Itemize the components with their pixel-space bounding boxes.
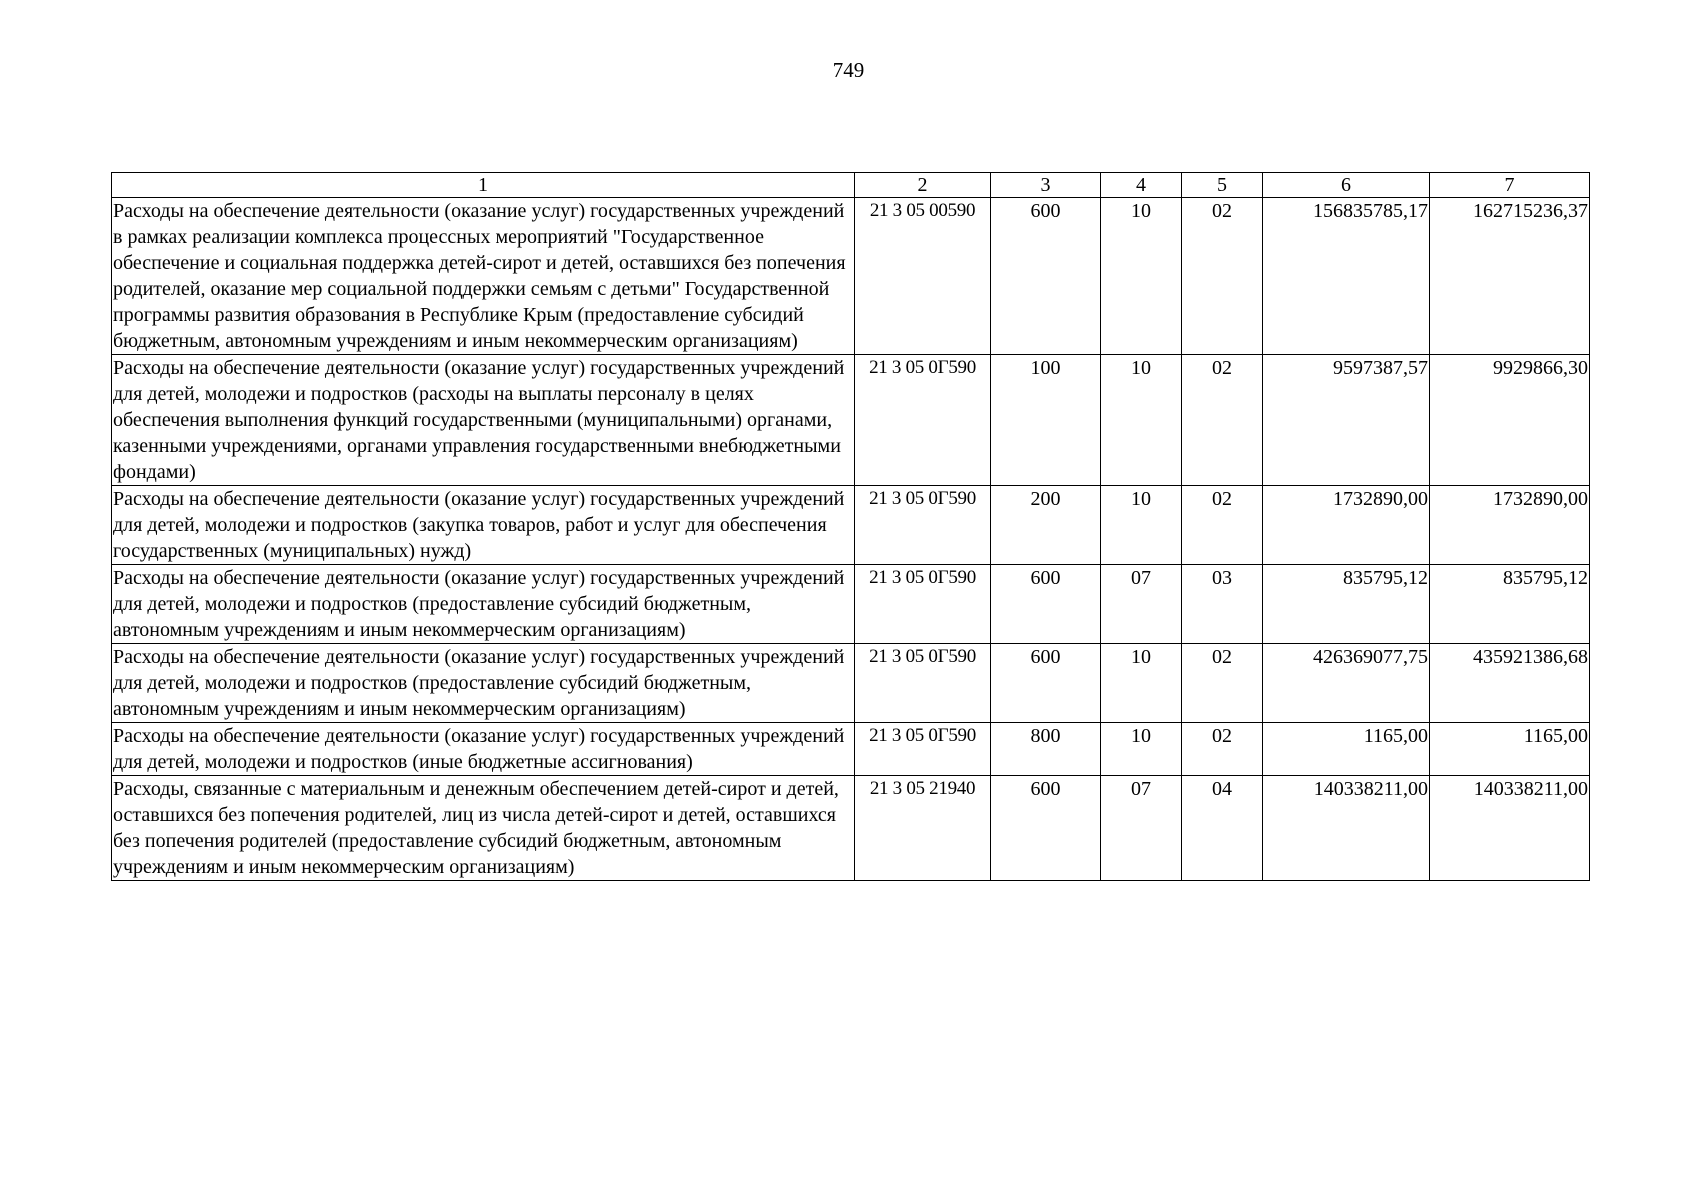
- expense-type-code: 800: [991, 723, 1101, 776]
- subsection-code: 03: [1182, 565, 1263, 644]
- table-row: [112, 486, 1590, 565]
- expense-type-code: 600: [991, 776, 1101, 881]
- target-article-code: 21 3 05 0Г590: [855, 644, 991, 723]
- subsection-code: 02: [1182, 198, 1263, 355]
- amount-column-7: 9929866,30: [1430, 355, 1590, 486]
- amount-column-7: 162715236,37: [1430, 198, 1590, 355]
- page-number: 749: [832, 58, 865, 82]
- subsection-code: 02: [1182, 486, 1263, 565]
- table-row: [112, 776, 1590, 881]
- amount-column-7: 1165,00: [1430, 723, 1590, 776]
- amount-column-6: 9597387,57: [1263, 355, 1430, 486]
- amount-column-6: 1732890,00: [1263, 486, 1430, 565]
- expense-description: Расходы на обеспечение деятельности (оказание услуг) государственных учреждений для детей, молодежи и подростков (иные бюджетные ассигнования): [112, 723, 855, 776]
- expense-description: Расходы на обеспечение деятельности (оказание услуг) государственных учреждений для детей, молодежи и подростков (предоставление субсидий бюджетным, автономным учреждениям и иным некоммерческим организациям): [112, 644, 855, 723]
- column-header: 4: [1101, 173, 1182, 198]
- amount-column-7: 1732890,00: [1430, 486, 1590, 565]
- header-row: [112, 173, 1590, 198]
- expense-description: Расходы на обеспечение деятельности (оказание услуг) государственных учреждений для детей, молодежи и подростков (расходы на выплаты персоналу в целях обеспечения выполнения функций государственными (муниципальными) органами, казенными учреждениями, органами управления государственными внебюджетными фондами): [112, 355, 855, 486]
- budget-table: [111, 172, 1590, 881]
- expense-type-code: 100: [991, 355, 1101, 486]
- section-code: 10: [1101, 723, 1182, 776]
- column-header: 5: [1182, 173, 1263, 198]
- expense-type-code: 600: [991, 198, 1101, 355]
- column-header: 7: [1430, 173, 1590, 198]
- target-article-code: 21 3 05 0Г590: [855, 723, 991, 776]
- expense-type-code: 200: [991, 486, 1101, 565]
- amount-column-6: 1165,00: [1263, 723, 1430, 776]
- table-row: [112, 723, 1590, 776]
- amount-column-6: 426369077,75: [1263, 644, 1430, 723]
- target-article-code: 21 3 05 0Г590: [855, 486, 991, 565]
- amount-column-7: 835795,12: [1430, 565, 1590, 644]
- subsection-code: 04: [1182, 776, 1263, 881]
- table-row: [112, 644, 1590, 723]
- section-code: 10: [1101, 486, 1182, 565]
- column-header: 1: [112, 173, 855, 198]
- table-row: [112, 355, 1590, 486]
- table-row: [112, 198, 1590, 355]
- expense-type-code: 600: [991, 565, 1101, 644]
- section-code: 10: [1101, 198, 1182, 355]
- column-header: 2: [855, 173, 991, 198]
- table-row: [112, 565, 1590, 644]
- target-article-code: 21 3 05 0Г590: [855, 565, 991, 644]
- column-header: 6: [1263, 173, 1430, 198]
- amount-column-7: 435921386,68: [1430, 644, 1590, 723]
- expense-description: Расходы, связанные с материальным и денежным обеспечением детей-сирот и детей, оставшихся без попечения родителей, лиц из числа детей-сирот и детей, оставшихся без попечения родителей (предоставление субсидий бюджетным, автономным учреждениям и иным некоммерческим организациям): [112, 776, 855, 881]
- expense-type-code: 600: [991, 644, 1101, 723]
- section-code: 10: [1101, 355, 1182, 486]
- amount-column-7: 140338211,00: [1430, 776, 1590, 881]
- subsection-code: 02: [1182, 355, 1263, 486]
- expense-description: Расходы на обеспечение деятельности (оказание услуг) государственных учреждений для детей, молодежи и подростков (предоставление субсидий бюджетным, автономным учреждениям и иным некоммерческим организациям): [112, 565, 855, 644]
- subsection-code: 02: [1182, 644, 1263, 723]
- column-header: 3: [991, 173, 1101, 198]
- amount-column-6: 140338211,00: [1263, 776, 1430, 881]
- subsection-code: 02: [1182, 723, 1263, 776]
- expense-description: Расходы на обеспечение деятельности (оказание услуг) государственных учреждений в рамках реализации комплекса процессных мероприятий "Государственное обеспечение и социальная поддержка детей-сирот и детей, оставшихся без попечения родителей, оказание мер социальной поддержки семьям с детьми" Государственной программы развития образования в Республике Крым (предоставление субсидий бюджетным, автономным учреждениям и иным некоммерческим организациям): [112, 198, 855, 355]
- section-code: 07: [1101, 565, 1182, 644]
- section-code: 07: [1101, 776, 1182, 881]
- target-article-code: 21 3 05 21940: [855, 776, 991, 881]
- amount-column-6: 835795,12: [1263, 565, 1430, 644]
- amount-column-6: 156835785,17: [1263, 198, 1430, 355]
- target-article-code: 21 3 05 0Г590: [855, 355, 991, 486]
- section-code: 10: [1101, 644, 1182, 723]
- expense-description: Расходы на обеспечение деятельности (оказание услуг) государственных учреждений для детей, молодежи и подростков (закупка товаров, работ и услуг для обеспечения государственных (муниципальных) нужд): [112, 486, 855, 565]
- target-article-code: 21 3 05 00590: [855, 198, 991, 355]
